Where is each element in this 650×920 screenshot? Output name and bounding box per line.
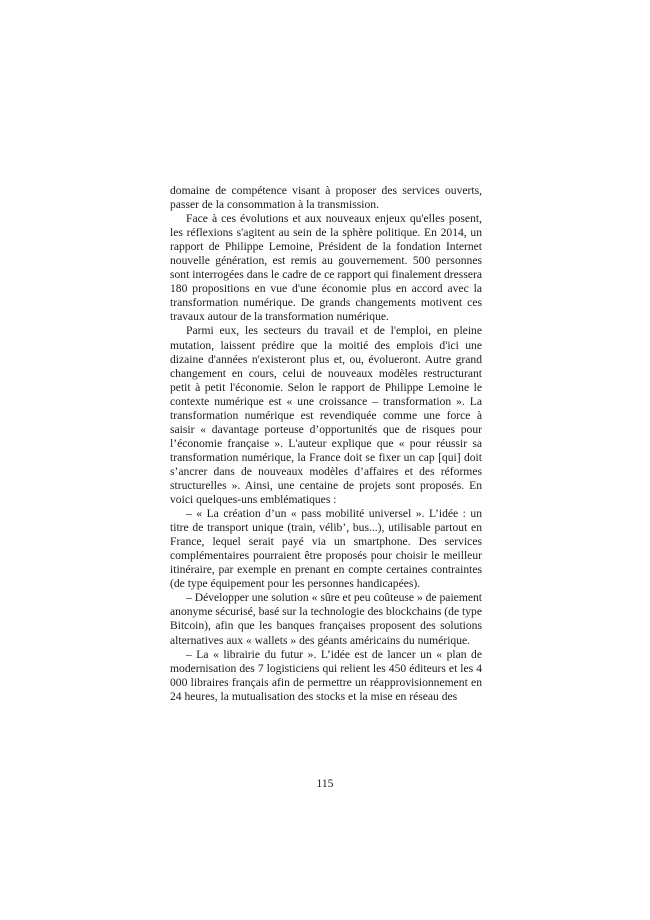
paragraph: Parmi eux, les secteurs du travail et de l'emploi, en pleine mutation, laissent prédire que la moitié des emplois d'ici une dizaine d'années n'existeront plus et, ou, évolueront. Autre grand changement en cours, celui de nouveaux modèles restructurant petit à petit l'économie. Selon le rapport de Philippe Lemoine le contexte numérique est « une croissance – transformation ». La transformation numérique est revendiquée comme une force à saisir « davantage porteuse d’opportunités que de risques pour l’économie française ». L'auteur explique que « pour réussir sa transformation numérique, la France doit se fixer un cap [qui] doit s’ancrer dans de nouveaux modèles d’affaires et des réformes structurelles ». Ainsi, une centaine de projets sont proposés. En voici quelques-uns emblématiques : [170,324,482,507]
list-item-paragraph: – La « librairie du futur ». L’idée est de lancer un « plan de modernisation des 7 logisticiens qui relient les 450 éditeurs et les 4 000 libraires français afin de permettre un réapprovisionnement en 24 heures, la mutualisation des stocks et la mise en réseau des [170,647,482,703]
body-text [170,184,482,704]
paragraph: domaine de compétence visant à proposer des services ouverts, passer de la consommation à la transmission. [170,184,482,212]
paragraph: Face à ces évolutions et aux nouveaux enjeux qu'elles posent, les réflexions s'agitent au sein de la sphère politique. En 2014, un rapport de Philippe Lemoine, Président de la fondation Internet nouvelle génération, est remis au gouvernement. 500 personnes sont interrogées dans le cadre de ce rapport qui finalement dressera 180 propositions en vue d'une économie plus en accord avec la transformation numérique. De grands changements motivent ces travaux autour de la transformation numérique. [170,212,482,324]
page-number: 115 [316,777,334,790]
list-item-paragraph: – Développer une solution « sûre et peu coûteuse » de paiement anonyme sécurisé, basé sur la technologie des blockchains (de type Bitcoin), afin que les banques françaises proposent des solutions alternatives aux « wallets » des géants américains du numérique. [170,591,482,647]
list-item-paragraph: – « La création d’un « pass mobilité universel ». L’idée : un titre de transport unique (train, vélib’, bus...), utilisable partout en France, lequel serait payé via un smartphone. Des services complémentaires pourraient être proposés pour choisir le meilleur itinéraire, par exemple en prenant en compte certaines contraintes (de type équipement pour les personnes handicapées). [170,507,482,591]
